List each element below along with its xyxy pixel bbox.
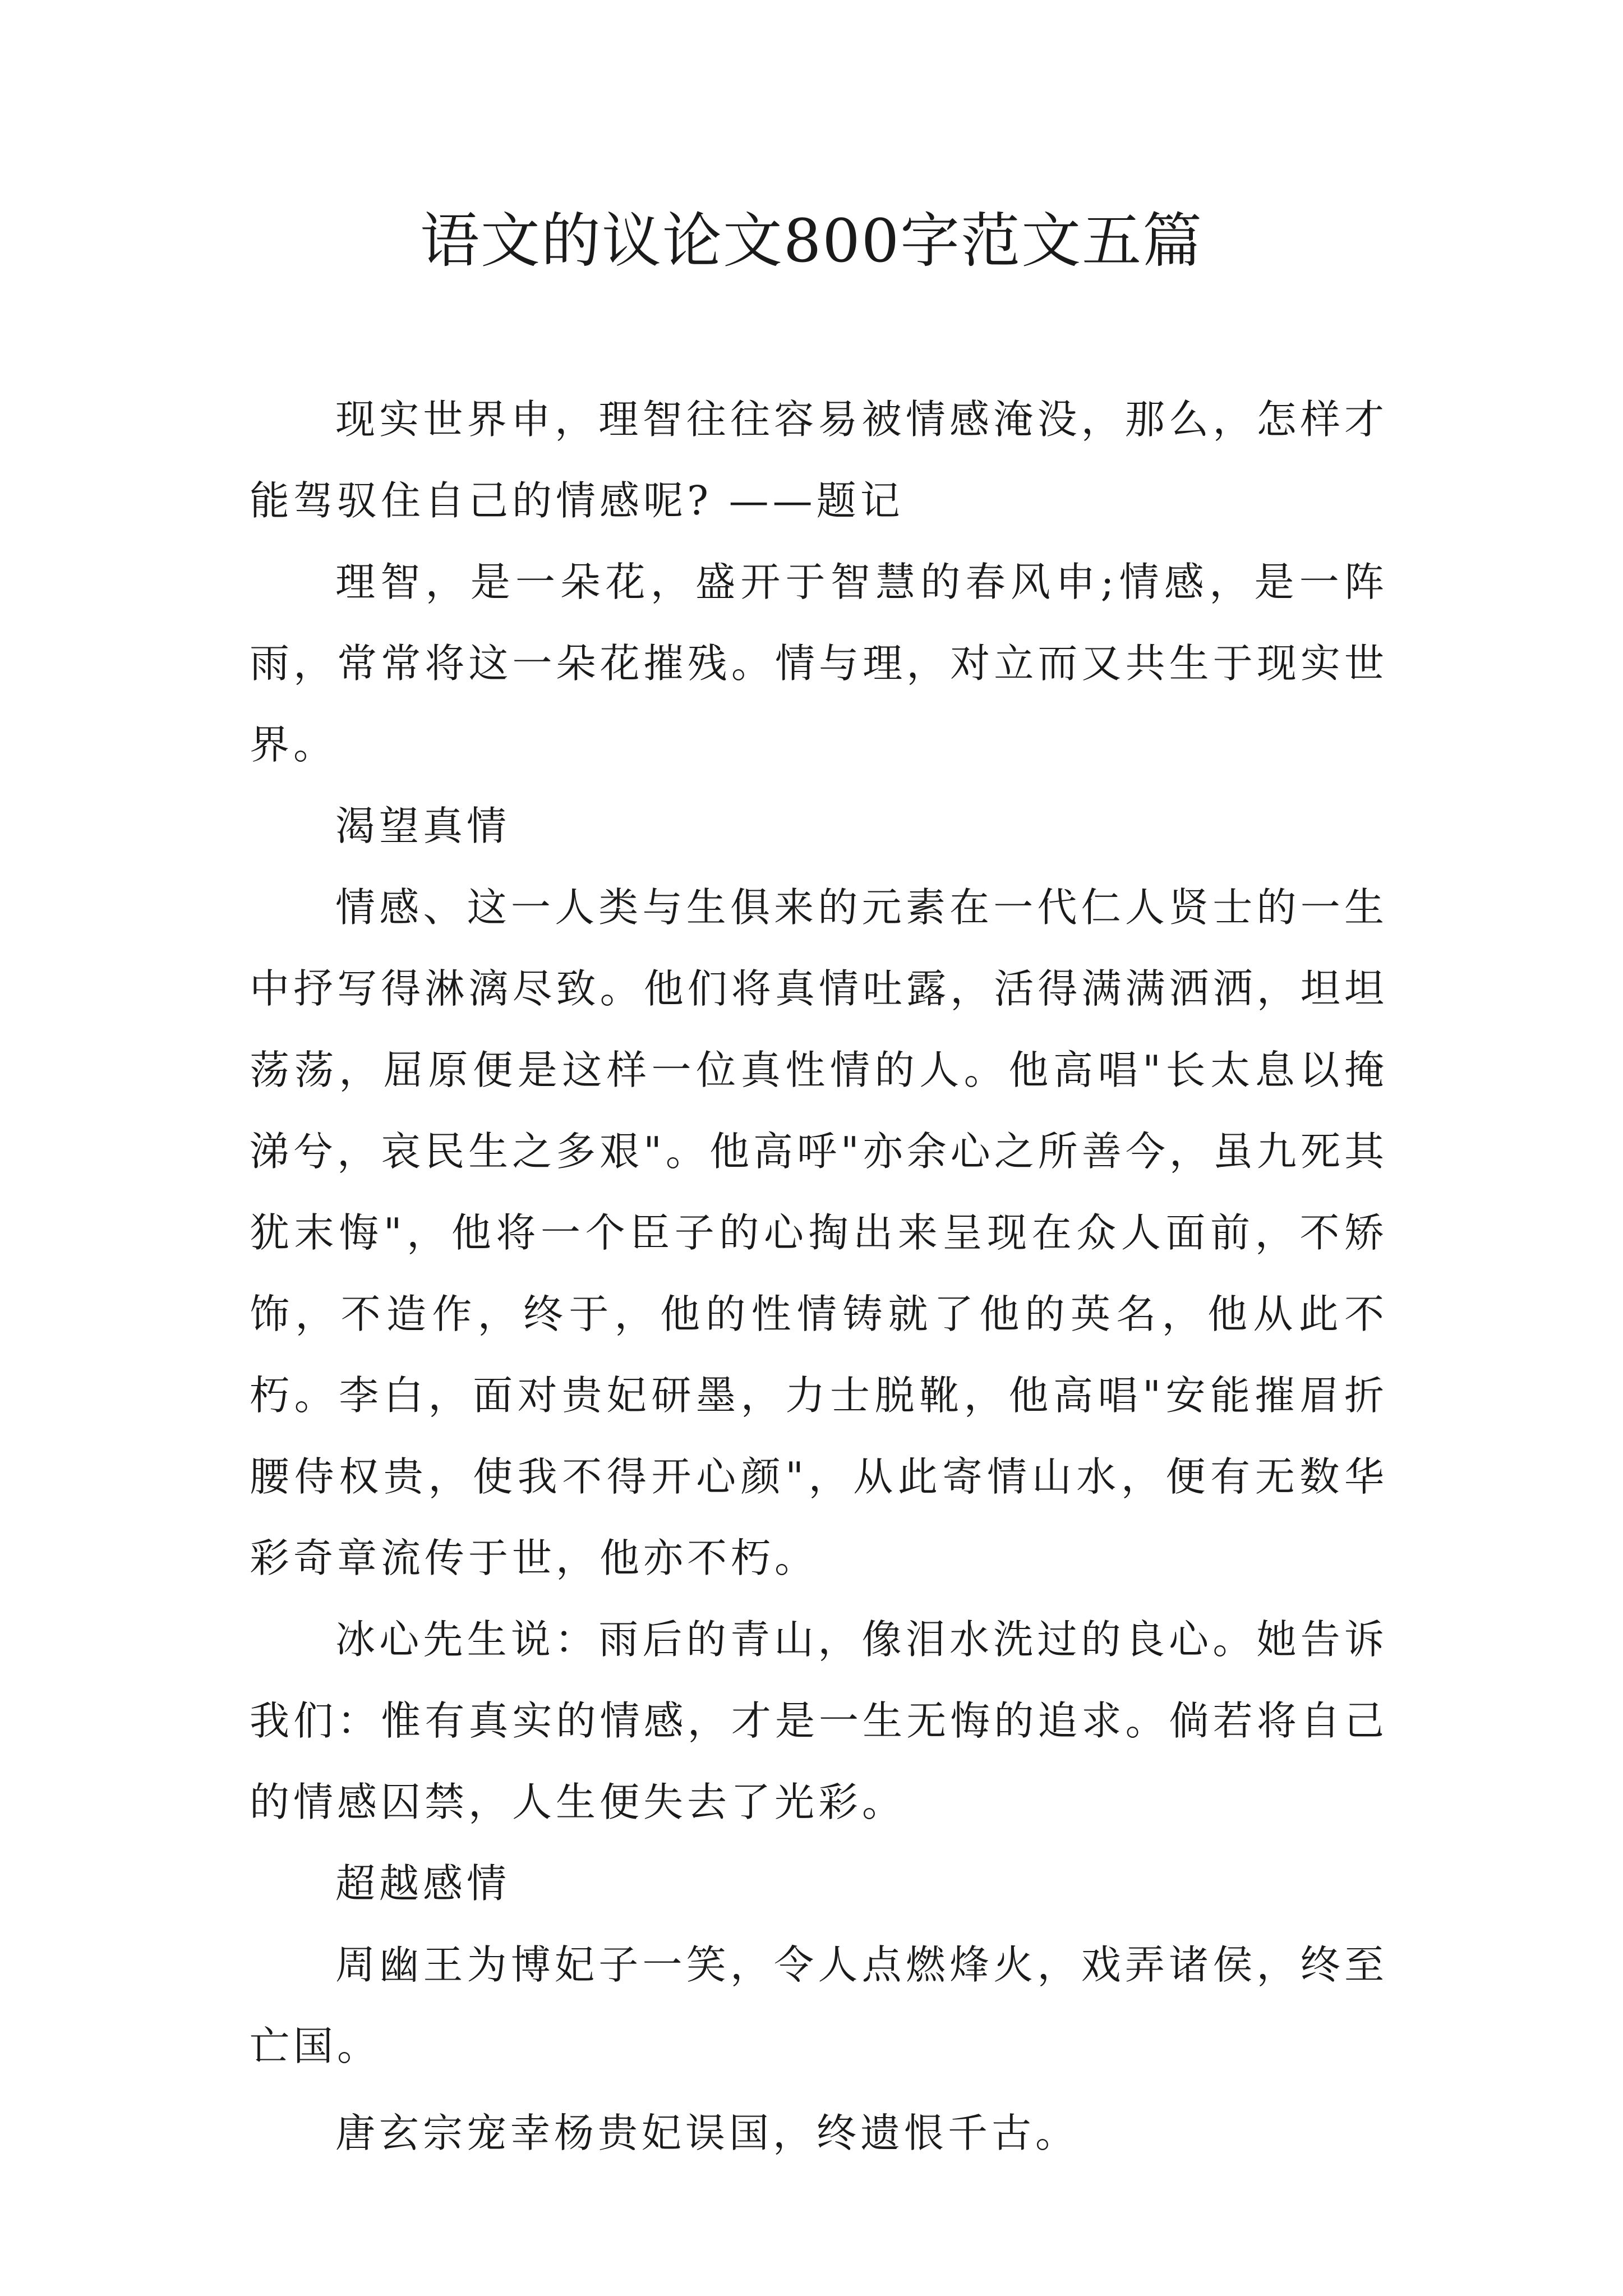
section-heading-transcending-feeling: 超越感情: [335, 1860, 511, 1907]
paragraph-qu-yuan-li-bai: 情感、这一人类与生俱来的元素在一代仁人贤士的一生中抒写得淋漓尽致。他们将真情吐露，活得满满洒洒，坦坦荡荡，屈原便是这样一位真性情的人。他高唱"长太息以掩涕兮，哀民生之多艰"。他高呼"亦余心之所善今，虽九死其犹末悔"，他将一个臣子的心掏出来呈现在众人面前，不矫饰，不造作，终于，他的性情铸就了他的英名，他从此不朽。李白，面对贵妃研墨，力士脱靴，他高唱"安能摧眉折腰侍权贵，使我不得开心颜"，从此寄情山水，便有无数华彩奇章流传于世，他亦不朽。: [250, 884, 1388, 1581]
paragraph-king-you-of-zhou: 周幽王为博妃子一笑，令人点燃烽火，戏弄诸侯，终至亡国。: [250, 1941, 1388, 2069]
paragraph-intro: 理智，是一朵花，盛开于智慧的春风申;情感，是一阵雨，常常将这一朵花摧残。情与理，对立而又共生于现实世界。: [250, 559, 1388, 768]
paragraph-epigraph: 现实世界申，理智往往容易被情感淹没，那么，怎样才能驾驭住自己的情感呢? ——题记: [250, 396, 1388, 524]
document-body: [250, 379, 1388, 2174]
document-title: 语文的议论文800字范文五篇: [419, 206, 1204, 275]
paragraph-emperor-xuanzong: 唐玄宗宠幸杨贵妃误国，终遗恨千古。: [335, 2110, 1080, 2156]
section-heading-longing-for-true-feeling: 渴望真情: [335, 803, 511, 849]
paragraph-bing-xin: 冰心先生说：雨后的青山，像泪水洗过的良心。她告诉我们：惟有真实的情感，才是一生无悔的追求。倘若将自己的情感囚禁，人生便失去了光彩。: [250, 1616, 1388, 1825]
